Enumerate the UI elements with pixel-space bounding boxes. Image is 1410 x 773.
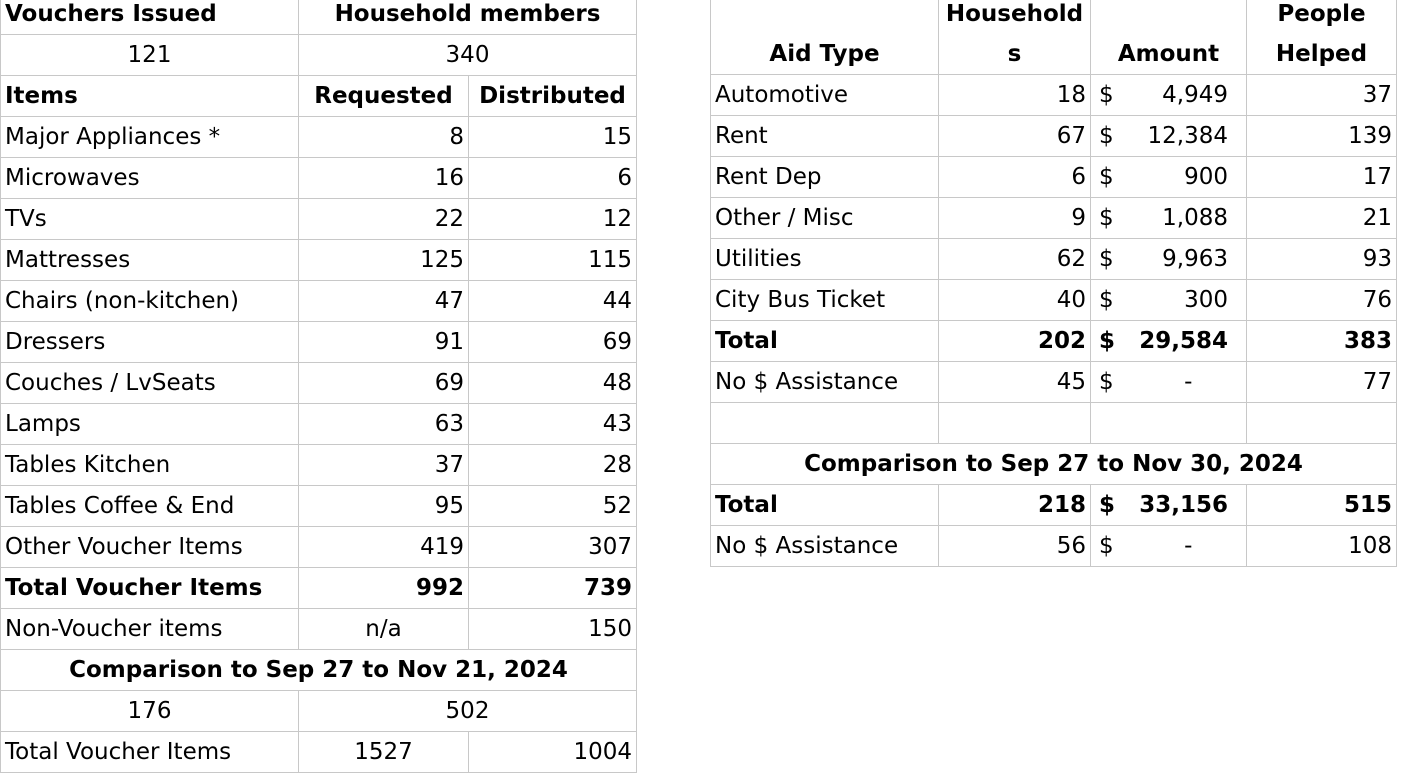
blank-cell — [939, 403, 1091, 444]
items-column-header: Items — [1, 76, 299, 117]
total-distributed: 739 — [469, 568, 637, 609]
voucher-items-table — [0, 0, 637, 773]
aid-type: Rent — [711, 116, 939, 157]
vouchers-issued-value: 121 — [1, 35, 299, 76]
table-row — [1, 527, 637, 568]
amount-header: Amount — [1091, 0, 1247, 75]
people-header-line1: People — [1277, 1, 1366, 27]
item-name: TVs — [1, 199, 299, 240]
blank-row — [711, 403, 1397, 444]
aid-households: 9 — [939, 198, 1091, 239]
item-name: Major Appliances * — [1, 117, 299, 158]
item-name: Tables Kitchen — [1, 445, 299, 486]
no-assistance-amount: - — [1131, 362, 1247, 403]
item-distributed: 12 — [469, 199, 637, 240]
table-row — [1, 35, 637, 76]
aid-type-header: Aid Type — [711, 0, 939, 75]
aid-households: 40 — [939, 280, 1091, 321]
households-header-line2: s — [1007, 41, 1022, 67]
currency-symbol: $ — [1091, 526, 1131, 567]
item-distributed: 69 — [469, 322, 637, 363]
currency-symbol: $ — [1091, 321, 1131, 362]
item-name: Mattresses — [1, 240, 299, 281]
comparison-vouchers: 176 — [1, 691, 299, 732]
comparison-title: Comparison to Sep 27 to Nov 21, 2024 — [1, 650, 637, 691]
item-name: Dressers — [1, 322, 299, 363]
item-requested: 16 — [299, 158, 469, 199]
aid-households: 62 — [939, 239, 1091, 280]
aid-type: Automotive — [711, 75, 939, 116]
aid-type: Other / Misc — [711, 198, 939, 239]
item-distributed: 115 — [469, 240, 637, 281]
comparison-no-assistance-people: 108 — [1247, 526, 1397, 567]
currency-symbol: $ — [1091, 485, 1131, 526]
total-people: 383 — [1247, 321, 1397, 362]
item-requested: 125 — [299, 240, 469, 281]
currency-symbol: $ — [1091, 198, 1131, 239]
aid-comparison-title: Comparison to Sep 27 to Nov 30, 2024 — [711, 444, 1397, 485]
currency-symbol: $ — [1091, 362, 1131, 403]
comparison-no-assistance-amount: - — [1131, 526, 1247, 567]
non-voucher-requested: n/a — [299, 609, 469, 650]
table-row — [1, 732, 637, 773]
currency-symbol: $ — [1091, 239, 1131, 280]
no-assistance-people: 77 — [1247, 362, 1397, 403]
item-name: Tables Coffee & End — [1, 486, 299, 527]
item-distributed: 28 — [469, 445, 637, 486]
aid-type: City Bus Ticket — [711, 280, 939, 321]
item-requested: 37 — [299, 445, 469, 486]
comparison-total-amount: 33,156 — [1131, 485, 1247, 526]
item-requested: 91 — [299, 322, 469, 363]
item-requested: 47 — [299, 281, 469, 322]
currency-symbol: $ — [1091, 75, 1131, 116]
item-distributed: 52 — [469, 486, 637, 527]
financial-aid-table — [710, 0, 1397, 567]
comparison-total-label: Total — [711, 485, 939, 526]
table-row — [711, 239, 1397, 280]
aid-amount: 4,949 — [1131, 75, 1247, 116]
currency-symbol: $ — [1091, 116, 1131, 157]
item-name: Lamps — [1, 404, 299, 445]
aid-people: 17 — [1247, 157, 1397, 198]
aid-households: 67 — [939, 116, 1091, 157]
table-row — [1, 609, 637, 650]
table-row — [1, 117, 637, 158]
households-header — [939, 0, 1091, 75]
table-row — [1, 404, 637, 445]
item-name: Couches / LvSeats — [1, 363, 299, 404]
item-distributed: 43 — [469, 404, 637, 445]
total-row — [1, 568, 637, 609]
aid-amount: 12,384 — [1131, 116, 1247, 157]
total-voucher-items-label: Total Voucher Items — [1, 568, 299, 609]
aid-type: Utilities — [711, 239, 939, 280]
aid-households: 18 — [939, 75, 1091, 116]
household-members-header: Household members — [299, 0, 637, 35]
table-row — [711, 75, 1397, 116]
item-distributed: 307 — [469, 527, 637, 568]
aid-people: 21 — [1247, 198, 1397, 239]
total-row — [711, 321, 1397, 362]
aid-amount: 1,088 — [1131, 198, 1247, 239]
item-requested: 419 — [299, 527, 469, 568]
people-helped-header — [1247, 0, 1397, 75]
table-row — [711, 157, 1397, 198]
currency-symbol: $ — [1091, 157, 1131, 198]
blank-cell — [1247, 403, 1397, 444]
aid-households: 6 — [939, 157, 1091, 198]
item-distributed: 6 — [469, 158, 637, 199]
aid-people: 139 — [1247, 116, 1397, 157]
comparison-total-households: 218 — [939, 485, 1091, 526]
item-name: Chairs (non-kitchen) — [1, 281, 299, 322]
table-row — [1, 322, 637, 363]
table-row — [1, 0, 637, 35]
table-row — [711, 116, 1397, 157]
table-row — [711, 526, 1397, 567]
comparison-distributed: 1004 — [469, 732, 637, 773]
blank-cell — [711, 403, 939, 444]
table-row — [1, 281, 637, 322]
aid-amount: 9,963 — [1131, 239, 1247, 280]
comparison-requested: 1527 — [299, 732, 469, 773]
households-header-line1: Household — [945, 1, 1084, 27]
comparison-total-label: Total Voucher Items — [1, 732, 299, 773]
item-requested: 8 — [299, 117, 469, 158]
comparison-total-people: 515 — [1247, 485, 1397, 526]
total-amount: 29,584 — [1131, 321, 1247, 362]
distributed-column-header: Distributed — [469, 76, 637, 117]
requested-column-header: Requested — [299, 76, 469, 117]
comparison-no-assistance-households: 56 — [939, 526, 1091, 567]
non-voucher-distributed: 150 — [469, 609, 637, 650]
table-row — [1, 445, 637, 486]
non-voucher-label: Non-Voucher items — [1, 609, 299, 650]
table-row — [1, 363, 637, 404]
item-requested: 69 — [299, 363, 469, 404]
item-distributed: 15 — [469, 117, 637, 158]
item-distributed: 44 — [469, 281, 637, 322]
item-requested: 63 — [299, 404, 469, 445]
comparison-no-assistance-label: No $ Assistance — [711, 526, 939, 567]
item-requested: 22 — [299, 199, 469, 240]
table-row — [1, 240, 637, 281]
comparison-title-row — [711, 444, 1397, 485]
item-name: Microwaves — [1, 158, 299, 199]
table-row — [711, 362, 1397, 403]
table-row — [1, 158, 637, 199]
no-assistance-label: No $ Assistance — [711, 362, 939, 403]
table-row — [1, 199, 637, 240]
total-households: 202 — [939, 321, 1091, 362]
header-row — [711, 0, 1397, 75]
table-row — [711, 198, 1397, 239]
aid-type: Rent Dep — [711, 157, 939, 198]
comparison-members: 502 — [299, 691, 637, 732]
table-row — [1, 486, 637, 527]
aid-people: 76 — [1247, 280, 1397, 321]
aid-people: 93 — [1247, 239, 1397, 280]
item-distributed: 48 — [469, 363, 637, 404]
total-requested: 992 — [299, 568, 469, 609]
household-members-value: 340 — [299, 35, 637, 76]
currency-symbol: $ — [1091, 280, 1131, 321]
aid-people: 37 — [1247, 75, 1397, 116]
total-label: Total — [711, 321, 939, 362]
comparison-title-row — [1, 650, 637, 691]
table-row — [1, 76, 637, 117]
total-row — [711, 485, 1397, 526]
table-row — [1, 691, 637, 732]
people-header-line2: Helped — [1275, 41, 1368, 67]
aid-amount: 900 — [1131, 157, 1247, 198]
no-assistance-households: 45 — [939, 362, 1091, 403]
item-name: Other Voucher Items — [1, 527, 299, 568]
aid-amount: 300 — [1131, 280, 1247, 321]
blank-cell — [1091, 403, 1247, 444]
table-row — [711, 280, 1397, 321]
item-requested: 95 — [299, 486, 469, 527]
vouchers-issued-header: Vouchers Issued — [1, 0, 299, 35]
